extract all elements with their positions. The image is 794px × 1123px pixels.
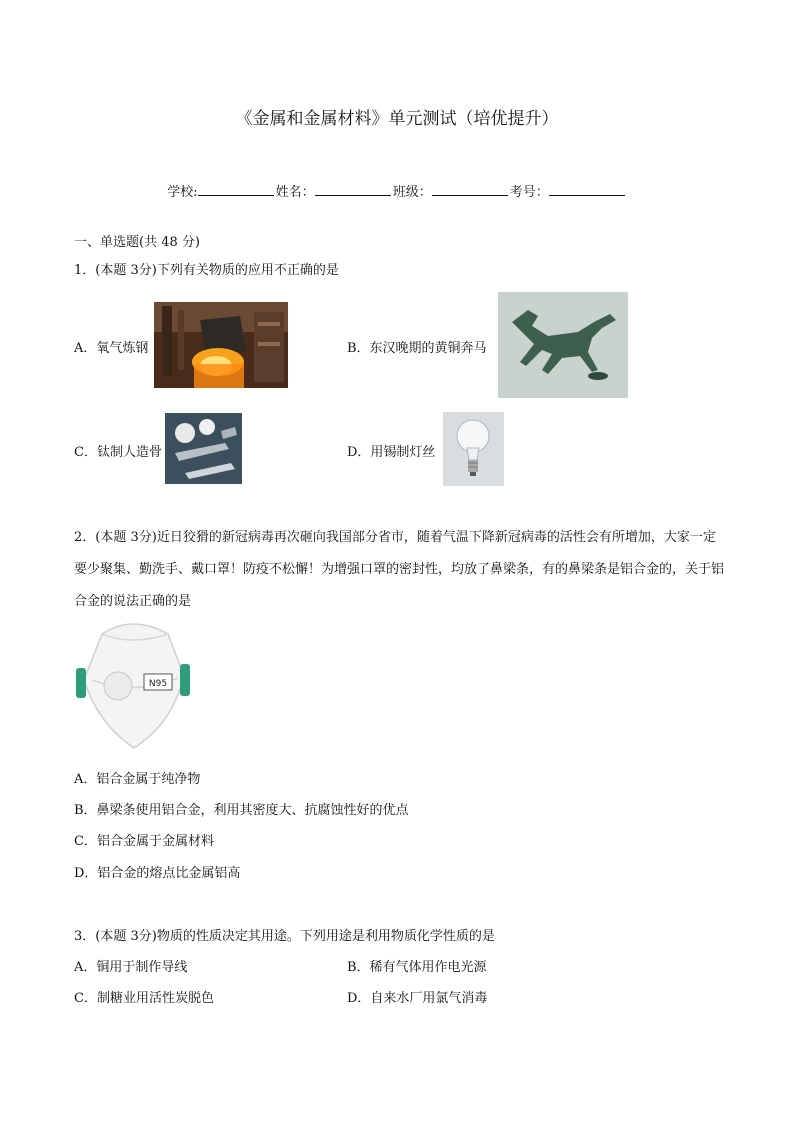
- page-title: 《金属和金属材料》单元测试（培优提升）: [235, 109, 559, 129]
- q1-stem: 1．(本题 3分)下列有关物质的应用不正确的是: [74, 263, 339, 278]
- exam-no-label: 考号：: [509, 185, 549, 200]
- q1-option-b: B．东汉晚期的黄铜奔马: [347, 341, 487, 356]
- steelmaking-furnace-image: [154, 302, 288, 388]
- class-blank: [432, 183, 508, 196]
- bronze-galloping-horse-image: [498, 292, 628, 398]
- q1-option-a: A．氧气炼钢: [74, 341, 149, 356]
- q3-option-c: C．制糖业用活性炭脱色: [74, 991, 214, 1006]
- titanium-artificial-bone-image: [165, 413, 242, 484]
- q3-option-a: A．铜用于制作导线: [74, 960, 188, 975]
- name-blank: [315, 183, 391, 196]
- q2-option-d: D．铝合金的熔点比金属铝高: [74, 866, 241, 881]
- q2-option-c: C．铝合金属于金属材料: [74, 834, 214, 849]
- q3-option-d: D．自来水厂用氯气消毒: [347, 991, 488, 1006]
- q3-option-b: B．稀有气体用作电光源: [347, 960, 487, 975]
- q2-option-b: B．鼻梁条使用铝合金，利用其密度大、抗腐蚀性好的优点: [74, 803, 409, 818]
- exam-no-blank: [549, 183, 625, 196]
- student-info-line: [0, 181, 794, 200]
- q1-option-c: C．钛制人造骨: [74, 445, 162, 460]
- mask-n95-label: N95: [148, 679, 168, 689]
- school-label: 学校:: [167, 185, 198, 200]
- class-label: 班级：: [392, 185, 432, 200]
- n95-mask-image: [72, 616, 196, 752]
- q2-stem: 2．(本题 3分)近日狡猾的新冠病毒再次砸向我国部分省市，随着气温下降新冠病毒的活性会有所增加，大家一定要少聚集、勤洗手、戴口罩！防疫不松懈！为增强口罩的密封性，均放了鼻梁条，有的鼻梁条是铝合金的，关于铝合金的说法正确的是: [74, 530, 725, 609]
- q1-option-d: D．用锡制灯丝: [347, 445, 436, 460]
- q3-stem: 3．(本题 3分)物质的性质决定其用途。下列用途是利用物质化学性质的是: [74, 929, 495, 944]
- section-heading: 一、单选题(共 48 分): [74, 235, 200, 250]
- name-label: 姓名：: [275, 185, 315, 200]
- light-bulb-image: [443, 412, 504, 486]
- school-blank: [198, 183, 274, 196]
- q2-option-a: A．铝合金属于纯净物: [74, 772, 201, 787]
